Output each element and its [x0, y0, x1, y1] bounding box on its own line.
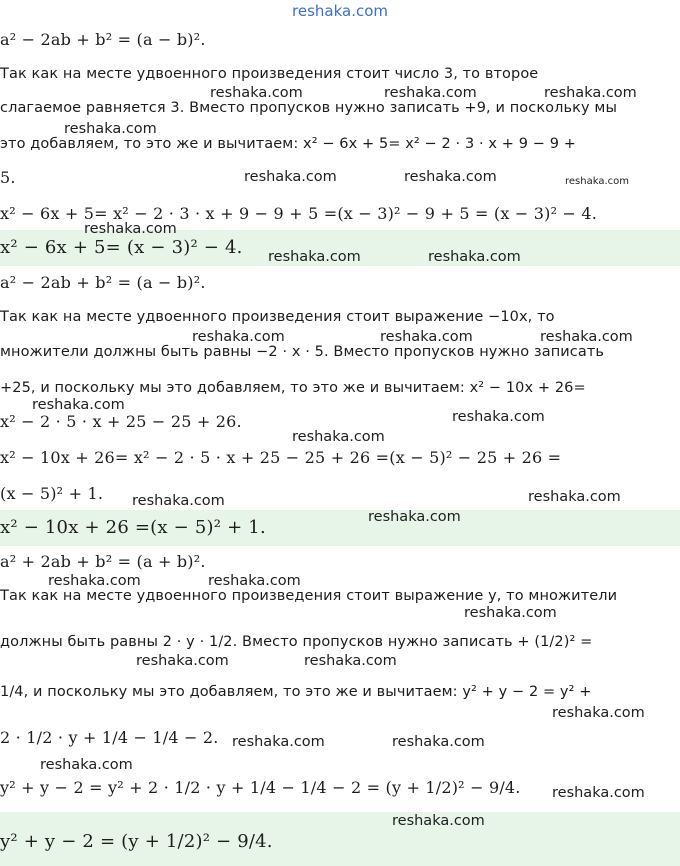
- explanation-1-line-1: Так как на месте удвоенного произведения стоит число 3, то второе: [0, 66, 539, 82]
- explanation-1-line-4: 5.: [0, 168, 16, 187]
- explanation-3-line-1: Так как на месте удвоенного произведения стоит выражение y, то множители: [0, 588, 618, 604]
- solution-3: y² + y − 2 = y² + 2 · 1/2 · y + 1/4 − 1/4 − 2 = (y + 1/2)² − 9/4.: [0, 778, 521, 797]
- watermark: reshaka.com: [464, 605, 557, 621]
- watermark: reshaka.com: [84, 221, 177, 237]
- watermark: reshaka.com: [380, 329, 473, 345]
- watermark: reshaka.com: [32, 397, 125, 413]
- explanation-1-line-2: слагаемое равняется 3. Вместо пропусков нужно записать +9, и поскольку мы: [0, 100, 617, 116]
- watermark: reshaka.com: [392, 734, 485, 750]
- explanation-2-line-4: x² − 2 · 5 · x + 25 − 25 + 26.: [0, 412, 242, 431]
- answer-1: x² − 6x + 5= (x − 3)² − 4.: [0, 237, 243, 258]
- watermark: reshaka.com: [368, 509, 461, 525]
- identity-formula-1: a² − 2ab + b² = (a − b)².: [0, 30, 206, 49]
- solution-2-line-2: (x − 5)² + 1.: [0, 484, 104, 503]
- watermark: reshaka.com: [244, 169, 337, 185]
- watermark: reshaka.com: [544, 85, 637, 101]
- watermark: reshaka.com: [40, 757, 133, 773]
- watermark: reshaka.com: [232, 734, 325, 750]
- explanation-2-line-3: +25, и поскольку мы это добавляем, то это же и вычитаем: x² − 10x + 26=: [0, 380, 586, 396]
- watermark: reshaka.com: [552, 785, 645, 801]
- watermark: reshaka.com: [48, 573, 141, 589]
- identity-formula-3: a² + 2ab + b² = (a + b)².: [0, 552, 206, 571]
- solution-2-line-1: x² − 10x + 26= x² − 2 · 5 · x + 25 − 25 + 26 =(x − 5)² − 25 + 26 =: [0, 448, 562, 467]
- answer-3: y² + y − 2 = (y + 1/2)² − 9/4.: [0, 831, 273, 852]
- explanation-3-line-4: 2 · 1/2 · y + 1/4 − 1/4 − 2.: [0, 728, 219, 747]
- explanation-2-line-1: Так как на месте удвоенного произведения стоит выражение −10x, то: [0, 309, 555, 325]
- watermark: reshaka.com: [552, 705, 645, 721]
- watermark: reshaka.com: [268, 249, 361, 265]
- watermark: reshaka.com: [136, 653, 229, 669]
- watermark: reshaka.com: [452, 409, 545, 425]
- watermark: reshaka.com: [64, 121, 157, 137]
- watermark: reshaka.com: [404, 169, 497, 185]
- watermark: reshaka.com: [392, 813, 485, 829]
- watermark: reshaka.com: [384, 85, 477, 101]
- solution-1: x² − 6x + 5= x² − 2 · 3 · x + 9 − 9 + 5 =(x − 3)² − 9 + 5 = (x − 3)² − 4.: [0, 204, 598, 223]
- answer-2: x² − 10x + 26 =(x − 5)² + 1.: [0, 517, 266, 538]
- watermark: reshaka.com: [528, 489, 621, 505]
- site-header-link[interactable]: reshaka.com: [292, 2, 388, 20]
- watermark: reshaka.com: [132, 493, 225, 509]
- explanation-2-line-2: множители должны быть равны −2 · x · 5. Вместо пропусков нужно записать: [0, 344, 605, 360]
- explanation-1-line-3: это добавляем, то это же и вычитаем: x² − 6x + 5= x² − 2 · 3 · x + 9 − 9 +: [0, 136, 577, 152]
- watermark: reshaka.com: [428, 249, 521, 265]
- watermark: reshaka.com: [208, 573, 301, 589]
- watermark: reshaka.com: [304, 653, 397, 669]
- explanation-3-line-3: 1/4, и поскольку мы это добавляем, то это же и вычитаем: y² + y − 2 = y² +: [0, 684, 592, 700]
- watermark: reshaka.com: [292, 429, 385, 445]
- explanation-3-line-2: должны быть равны 2 · y · 1/2. Вместо пропусков нужно записать + (1/2)² =: [0, 634, 593, 650]
- watermark: reshaka.com: [192, 329, 285, 345]
- watermark: reshaka.com: [565, 176, 629, 187]
- watermark: reshaka.com: [210, 85, 303, 101]
- identity-formula-2: a² − 2ab + b² = (a − b)².: [0, 273, 206, 292]
- watermark: reshaka.com: [540, 329, 633, 345]
